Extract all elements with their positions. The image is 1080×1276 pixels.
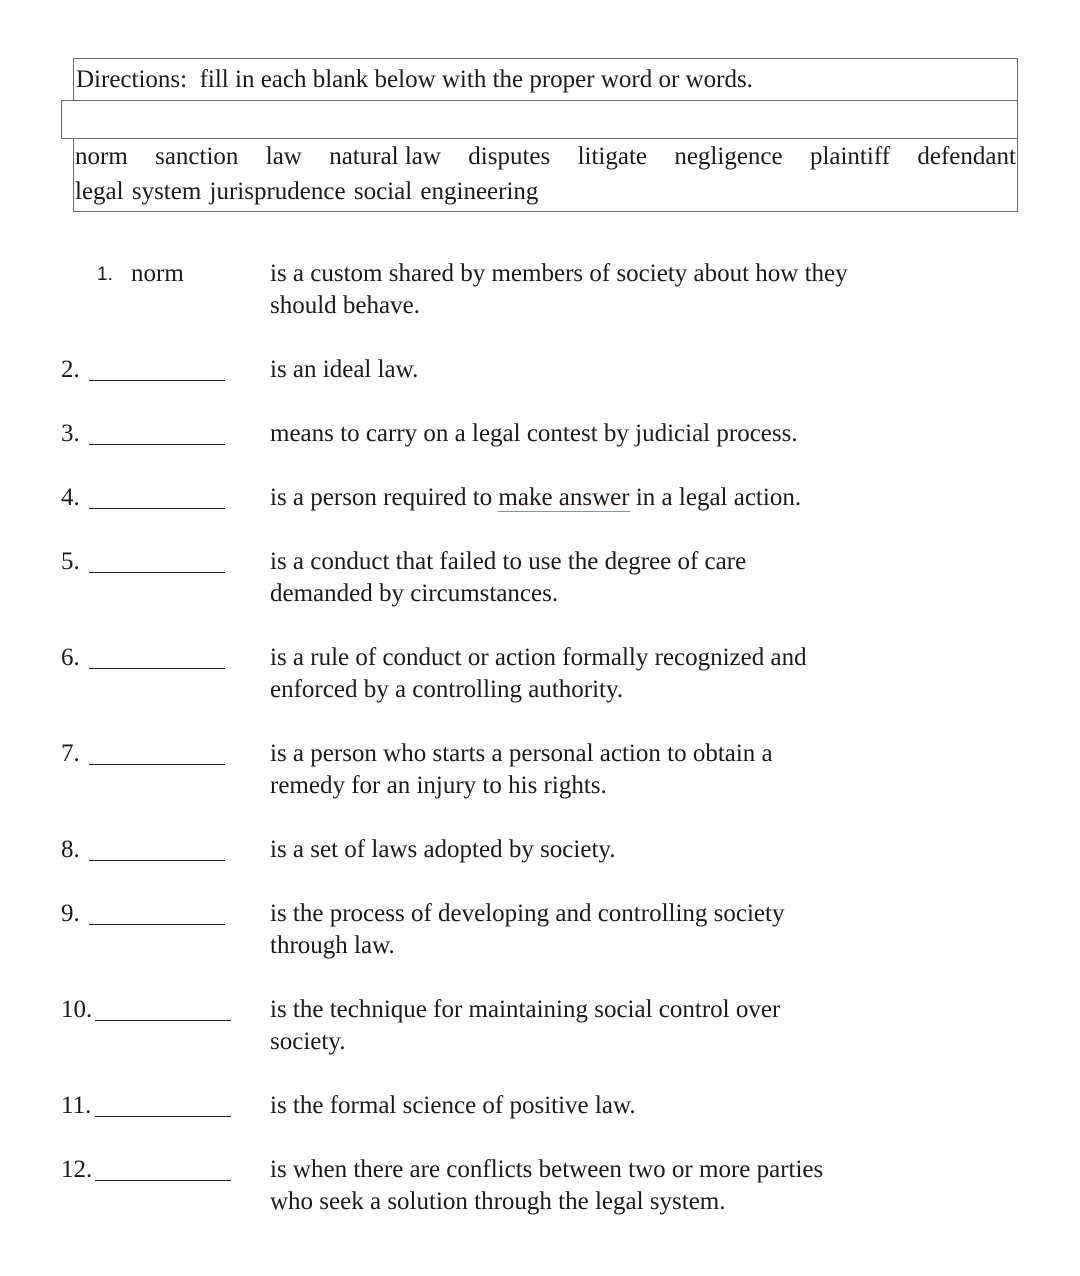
definition-line: is a rule of conduct or action formally recognized and xyxy=(270,644,807,671)
question-number: 7. xyxy=(61,740,80,767)
question-number: 9. xyxy=(61,900,80,927)
directions-box xyxy=(73,58,1018,101)
definition-line: is a person who starts a personal action to obtain a xyxy=(270,740,773,767)
empty-table-row xyxy=(61,100,1018,139)
definition-line: enforced by a controlling authority. xyxy=(270,676,624,703)
answer-blank[interactable] xyxy=(89,380,225,381)
definition-line: is the process of developing and controlling society xyxy=(270,900,785,927)
definition-line: is the technique for maintaining social control over xyxy=(270,996,781,1023)
answer-blank[interactable] xyxy=(95,1020,231,1021)
definition: is a set of laws adopted by society. xyxy=(270,836,616,863)
question-number: 3. xyxy=(61,420,80,447)
question-number: 8. xyxy=(61,836,80,863)
word-bank-box xyxy=(73,138,1018,212)
definition xyxy=(270,482,910,514)
definition-line: is a custom shared by members of society about how they xyxy=(270,260,848,287)
word-bank-line-1 xyxy=(75,142,1016,172)
answer-blank[interactable] xyxy=(89,444,225,445)
question-number: 6. xyxy=(61,644,80,671)
definition xyxy=(270,642,910,706)
question-number: 10. xyxy=(61,996,93,1023)
answer-blank[interactable] xyxy=(89,668,225,669)
definition xyxy=(270,738,910,802)
directions-text: Directions: fill in each blank below with the proper word or words. xyxy=(76,66,753,93)
word-bank-term: defendant xyxy=(917,143,1016,170)
answer-blank[interactable] xyxy=(89,764,225,765)
answer-field[interactable]: norm xyxy=(131,260,184,287)
definition xyxy=(270,546,910,610)
question-number: 4. xyxy=(61,484,80,511)
highlighted-phrase[interactable]: make answer xyxy=(498,484,630,511)
answer-blank[interactable] xyxy=(89,508,225,509)
definition-line: who seek a solution through the legal system. xyxy=(270,1188,726,1215)
word-bank-term: disputes xyxy=(468,143,551,170)
word-bank-term: natural law xyxy=(329,143,441,170)
definition-line: demanded by circumstances. xyxy=(270,580,559,607)
answer-blank[interactable] xyxy=(89,860,225,861)
definition-text: in a legal action. xyxy=(629,484,802,511)
definition-line: is when there are conflicts between two or more parties xyxy=(270,1156,824,1183)
question-number: 2. xyxy=(61,356,80,383)
definition xyxy=(270,1154,910,1218)
definition-line: through law. xyxy=(270,932,395,959)
answer-blank[interactable] xyxy=(95,1180,231,1181)
question-number: 1. xyxy=(97,264,113,285)
definition-text: is a person required to xyxy=(270,484,499,511)
answer-blank[interactable] xyxy=(89,924,225,925)
word-bank-term: negligence xyxy=(674,143,783,170)
question-number: 5. xyxy=(61,548,80,575)
definition-line: remedy for an injury to his rights. xyxy=(270,772,607,799)
word-bank-term: law xyxy=(265,143,302,170)
word-bank-line-2: legal system jurisprudence social engineering xyxy=(75,178,539,205)
question-number: 11. xyxy=(61,1092,92,1119)
question-number: 12. xyxy=(61,1156,93,1183)
answer-blank[interactable] xyxy=(89,572,225,573)
definition: is an ideal law. xyxy=(270,356,419,383)
definition-line: is a conduct that failed to use the degree of care xyxy=(270,548,747,575)
definition xyxy=(270,898,910,962)
definition-line: society. xyxy=(270,1028,346,1055)
definition xyxy=(270,994,910,1058)
word-bank-term: plaintiff xyxy=(809,143,891,170)
answer-blank[interactable] xyxy=(95,1116,231,1117)
definition: is the formal science of positive law. xyxy=(270,1092,636,1119)
definition: means to carry on a legal contest by judicial process. xyxy=(270,420,798,447)
definition xyxy=(270,258,910,322)
word-bank-term: norm xyxy=(75,143,128,170)
definition-line: should behave. xyxy=(270,292,420,319)
word-bank-term: litigate xyxy=(577,143,647,170)
word-bank-term: sanction xyxy=(155,143,239,170)
